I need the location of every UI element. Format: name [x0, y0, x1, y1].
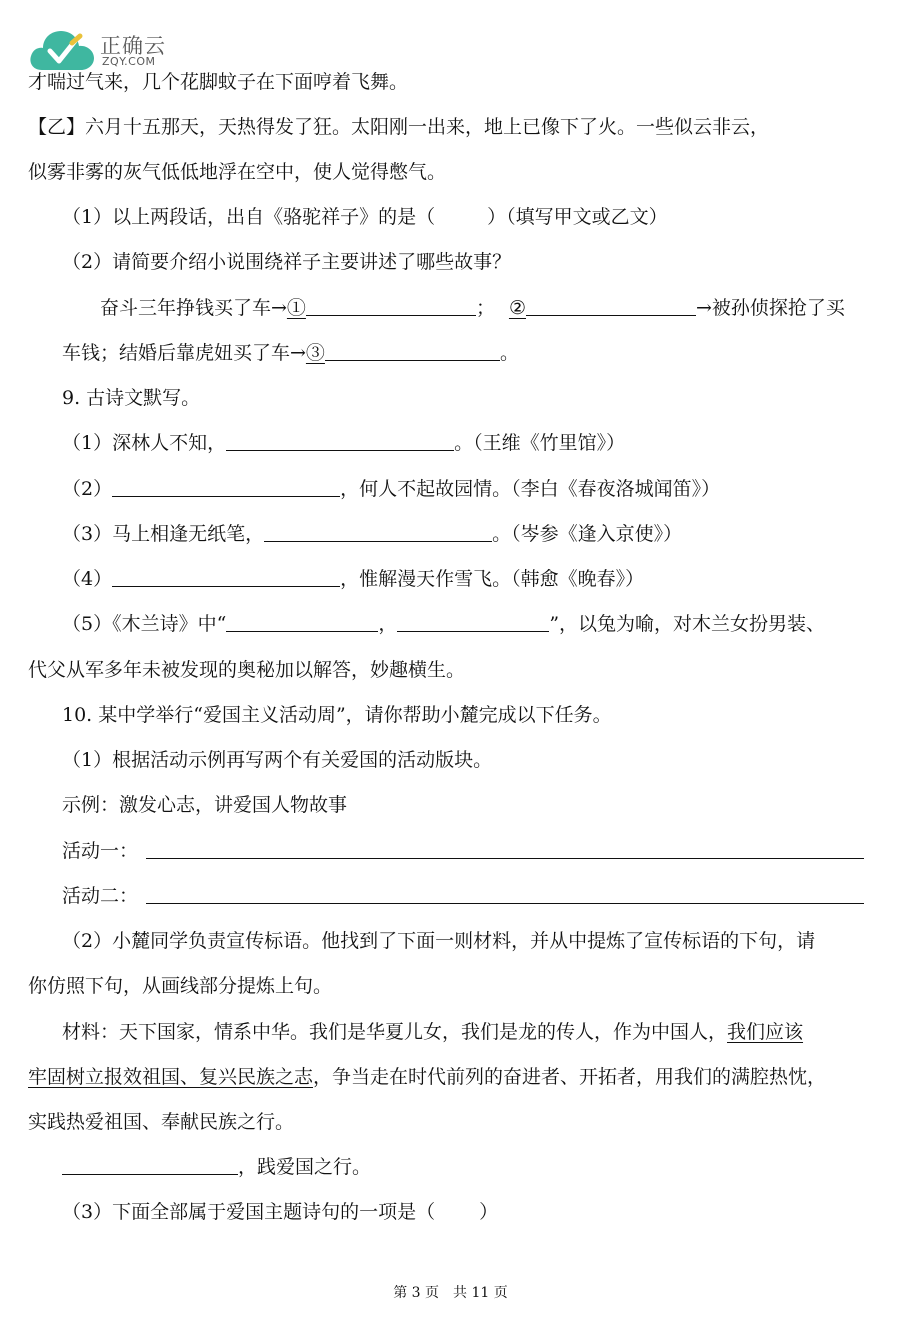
- answer-blank[interactable]: [397, 613, 549, 632]
- material-line: 材料：天下国家，情系中华。我们是华夏儿女，我们是龙的传人，作为中国人，我们应该: [62, 1021, 804, 1043]
- answer-blank[interactable]: [226, 432, 454, 451]
- activity-two-blank[interactable]: [146, 903, 864, 904]
- question-9-3: （3）马上相逢无纸笔， 。（岑参《逢入京使》）: [62, 523, 683, 545]
- answer-blank[interactable]: [526, 297, 696, 316]
- question-9-5: （5）《木兰诗》中“ ， ”，以兔为喻，对木兰女扮男装、: [62, 613, 826, 635]
- cloud-check-icon: [28, 26, 96, 74]
- answer-blank[interactable]: [112, 478, 340, 497]
- question-9-heading: 9. 古诗文默写。: [62, 387, 201, 409]
- answer-blank[interactable]: [62, 1156, 238, 1175]
- question-9-4: （4） ，惟解漫天作雪飞。（韩愈《晚春》）: [62, 568, 645, 590]
- text-line: 【乙】六月十五那天，天热得发了狂。太阳刚一出来，地上已像下了火。一些似云非云，: [28, 116, 770, 138]
- underlined-phrase: 牢固树立报效祖国、复兴民族之志: [28, 1066, 314, 1088]
- question-9-1: （1）深林人不知， 。（王维《竹里馆》）: [62, 432, 626, 454]
- activity-one-blank[interactable]: [146, 858, 864, 859]
- underlined-phrase: 我们应该: [727, 1021, 804, 1043]
- answer-blank[interactable]: [306, 297, 476, 316]
- story-chain-line: 车钱；结婚后靠虎妞买了车→③ 。: [62, 342, 519, 364]
- question-9-2: （2） ，何人不起故园情。（李白《春夜洛城闻笛》）: [62, 478, 721, 500]
- page-footer: 第 3 页 共 11 页: [393, 1285, 508, 1301]
- question-8-1: （1）以上两段话，出自《骆驼祥子》的是（ ）（填写甲文或乙文）: [62, 206, 668, 228]
- material-line: 实践热爱祖国、奉献民族之行。: [28, 1111, 295, 1133]
- answer-blank[interactable]: [226, 613, 378, 632]
- slogan-line: ，践爱国之行。: [62, 1155, 371, 1179]
- text-line: 代父从军多年未被发现的奥秘加以解答，妙趣横生。: [28, 659, 466, 681]
- activity-one-label: 活动一：: [62, 840, 139, 862]
- example-line: 示例：激发心志，讲爱国人物故事: [62, 794, 348, 816]
- text-line: 才喘过气来，几个花脚蚊子在下面哼着飞舞。: [28, 71, 409, 93]
- question-10-1: （1）根据活动示例再写两个有关爱国的活动版块。: [62, 749, 493, 771]
- answer-blank[interactable]: [112, 568, 340, 587]
- answer-blank[interactable]: [264, 523, 492, 542]
- logo-subtext: ZQY.COM: [102, 55, 156, 68]
- question-10-heading: 10. 某中学举行“爱国主义活动周”，请你帮助小麓完成以下任务。: [62, 704, 612, 726]
- question-10-2: （2）小麓同学负责宣传标语。他找到了下面一则材料，并从中提炼了宣传标语的下句，请: [62, 930, 816, 952]
- question-10-3: （3）下面全部属于爱国主题诗句的一项是（ ）: [62, 1201, 499, 1223]
- story-chain-line: 奋斗三年挣钱买了车→① ； ② →被孙侦探抢了买: [100, 297, 845, 319]
- material-line: 牢固树立报效祖国、复兴民族之志，争当走在时代前列的奋进者、开拓者，用我们的满腔热忱，: [28, 1066, 827, 1088]
- activity-two-label: 活动二：: [62, 885, 139, 907]
- text-line: 似雾非雾的灰气低低地浮在空中，使人觉得憋气。: [28, 161, 447, 183]
- zqy-logo: [28, 26, 178, 74]
- logo-text: 正确云: [100, 34, 166, 58]
- answer-blank[interactable]: [325, 342, 500, 361]
- text-line: 你仿照下句，从画线部分提炼上句。: [28, 975, 333, 997]
- question-8-2: （2）请简要介绍小说围绕祥子主要讲述了哪些故事？: [62, 251, 512, 273]
